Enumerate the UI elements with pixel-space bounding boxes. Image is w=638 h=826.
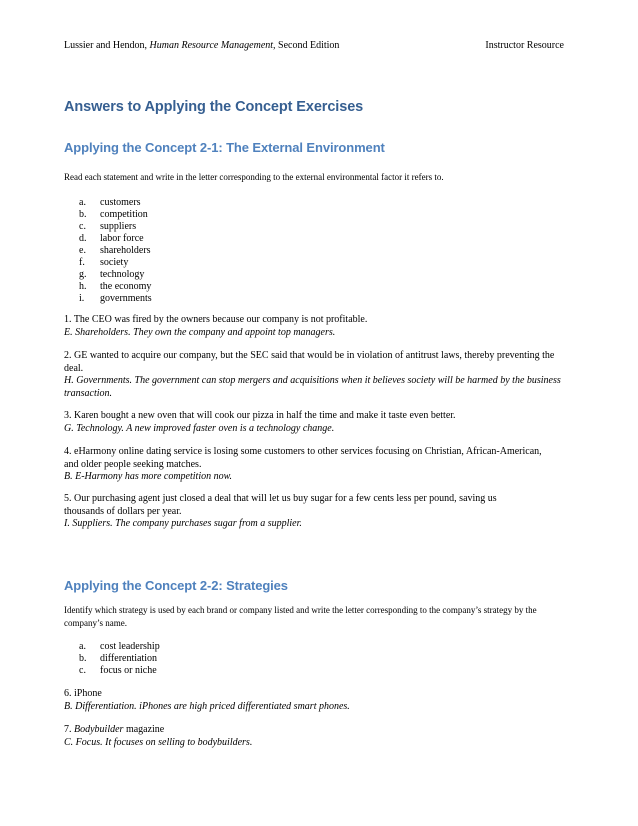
option-text: society xyxy=(100,257,129,268)
section-2-title: Applying the Concept 2-2: Strategies xyxy=(64,578,288,593)
question-block-3 xyxy=(64,410,574,435)
main-title: Answers to Applying the Concept Exercises xyxy=(64,99,364,115)
option-marker: e. xyxy=(79,245,86,256)
answer-text: E. Shareholders. They own the company and appoint top managers. xyxy=(64,326,336,338)
option-item xyxy=(64,233,152,245)
option-marker: a. xyxy=(79,197,86,208)
option-item xyxy=(64,245,152,257)
option-text: focus or niche xyxy=(100,665,157,676)
answer-text: G. Technology. A new improved faster oven is a technology change. xyxy=(64,422,335,434)
answer-text: I. Suppliers. The company purchases sugar from a supplier. xyxy=(64,518,302,529)
question-text: 4. eHarmony online dating service is losing some customers to other services focusing on Christian, African-American, and older people seeking matches. xyxy=(64,446,542,470)
question-number: 7. xyxy=(64,724,72,735)
section-2-options xyxy=(64,641,160,677)
section-1-instruction: Read each statement and write in the letter corresponding to the external environmental factor it refers to. xyxy=(64,172,444,182)
option-item xyxy=(64,641,160,653)
question-rest: magazine xyxy=(125,724,165,735)
option-item xyxy=(64,293,152,305)
option-text: differentiation xyxy=(100,653,158,664)
question-text: 1. The CEO was fired by the owners because our company is not profitable. xyxy=(64,314,368,325)
option-item xyxy=(64,653,160,665)
option-text: shareholders xyxy=(100,245,151,256)
answer-text: H. Governments. The government can stop mergers and acquisitions when it believes society will be harmed by the business transaction. xyxy=(64,375,561,399)
option-marker: c. xyxy=(79,221,86,232)
option-marker: i. xyxy=(79,293,85,304)
option-marker: a. xyxy=(79,641,86,652)
option-marker: b. xyxy=(79,653,87,664)
option-text: cost leadership xyxy=(100,641,160,652)
question-text xyxy=(64,724,574,737)
option-marker: g. xyxy=(79,269,87,280)
option-item xyxy=(64,257,152,269)
question-block-7 xyxy=(64,724,574,749)
option-marker: d. xyxy=(79,233,87,244)
header-book-title: Human Resource Management, xyxy=(149,40,276,51)
option-marker: f. xyxy=(79,257,85,268)
section-1-title: Applying the Concept 2-1: The External Environment xyxy=(64,140,385,155)
question-text: 6. iPhone xyxy=(64,688,102,699)
section-2-instruction: Identify which strategy is used by each brand or company listed and write the letter corresponding to the company’s strategy by the company’s name. xyxy=(64,605,537,628)
header-resource-label: Instructor Resource xyxy=(485,40,564,51)
option-text: customers xyxy=(100,197,141,208)
question-text: 3. Karen bought a new oven that will cook our pizza in half the time and make it taste even better. xyxy=(64,410,456,421)
option-marker: c. xyxy=(79,665,86,676)
option-text: labor force xyxy=(100,233,144,244)
question-block-6 xyxy=(64,688,574,713)
answer-text: C. Focus. It focuses on selling to bodybuilders. xyxy=(64,736,253,748)
option-text: the economy xyxy=(100,281,152,292)
question-block-5 xyxy=(64,493,534,531)
header-edition: Second Edition xyxy=(278,40,340,51)
option-item xyxy=(64,281,152,293)
question-block-4 xyxy=(64,446,544,484)
answer-text: B. Differentiation. iPhones are high priced differentiated smart phones. xyxy=(64,700,350,712)
option-item xyxy=(64,209,152,221)
question-text: 2. GE wanted to acquire our company, but the SEC said that would be in violation of antitrust laws, thereby preventing the deal. xyxy=(64,350,555,374)
option-item xyxy=(64,221,152,233)
option-text: governments xyxy=(100,293,152,304)
option-marker: h. xyxy=(79,281,87,292)
option-text: competition xyxy=(100,209,148,220)
option-item xyxy=(64,269,152,281)
option-text: technology xyxy=(100,269,145,280)
question-block-2 xyxy=(64,350,564,400)
option-marker: b. xyxy=(79,209,87,220)
question-magazine-title: Bodybuilder xyxy=(74,724,124,735)
answer-text: B. E-Harmony has more competition now. xyxy=(64,471,233,482)
option-item xyxy=(64,665,160,677)
header-authors: Lussier and Hendon, xyxy=(64,40,148,51)
question-text: 5. Our purchasing agent just closed a deal that will let us buy sugar for a few cents less per pound, saving us thousands of dollars per year. xyxy=(64,493,497,517)
option-item xyxy=(64,197,152,209)
option-text: suppliers xyxy=(100,221,137,232)
header-citation xyxy=(64,40,339,52)
question-block-1 xyxy=(64,314,574,339)
section-1-options xyxy=(64,197,152,305)
